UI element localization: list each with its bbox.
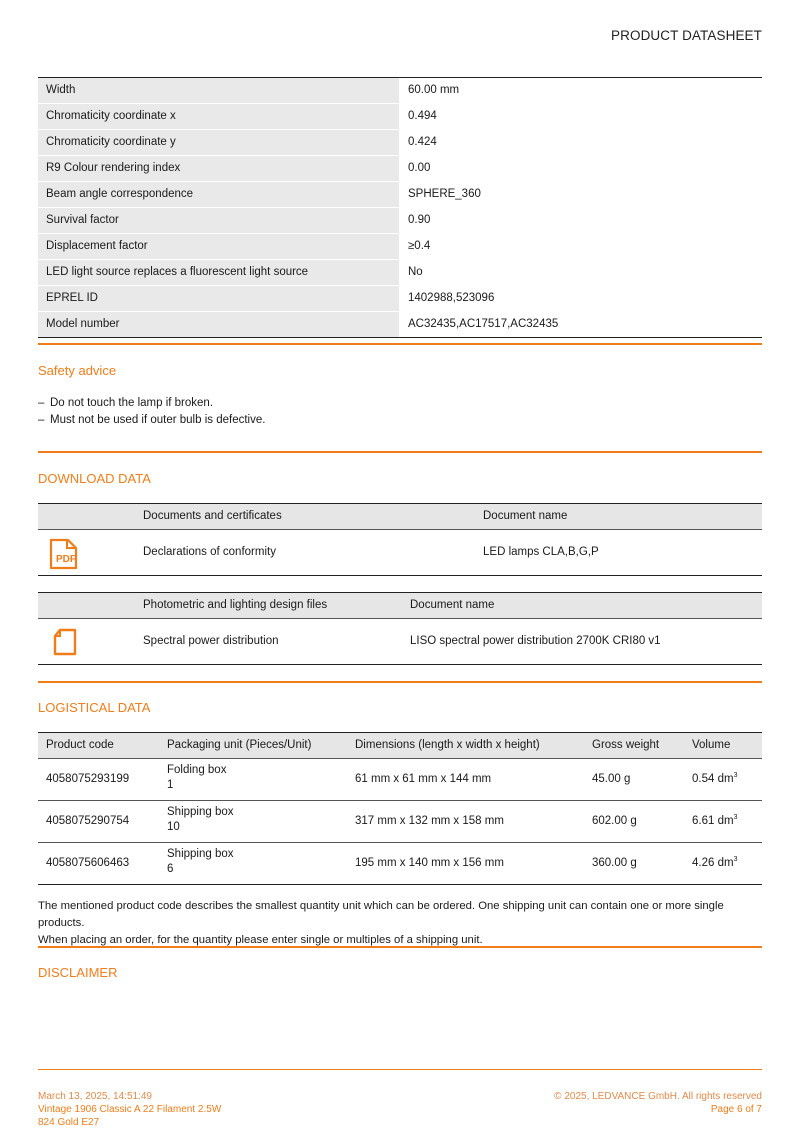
spec-value: 0.494 <box>400 104 762 129</box>
list-dash: – <box>38 397 45 409</box>
logistics-table <box>38 732 762 885</box>
document-name-link[interactable]: LISO spectral power distribution 2700K CRI80 v1 <box>410 635 661 647</box>
volume <box>692 759 737 800</box>
spec-value: 0.90 <box>400 208 762 233</box>
column-header: Product code <box>46 739 114 751</box>
packaging-type: Shipping box <box>167 848 234 860</box>
spec-value: 60.00 mm <box>400 78 762 103</box>
page-header-title: PRODUCT DATASHEET <box>611 28 762 43</box>
section-divider <box>38 451 762 453</box>
volume-value: 6.61 dm <box>692 815 734 827</box>
section-divider <box>38 946 762 948</box>
volume-value: 4.26 dm <box>692 857 734 869</box>
volume-value: 0.54 dm <box>692 773 734 785</box>
documents-table <box>38 503 762 576</box>
spec-row <box>38 311 762 337</box>
product-code: 4058075290754 <box>46 815 130 827</box>
list-item-text: Do not touch the lamp if broken. <box>50 397 214 409</box>
photometric-files-table <box>38 592 762 665</box>
list-item-text: Must not be used if outer bulb is defective. <box>50 414 266 426</box>
footer-left <box>38 1090 221 1129</box>
spec-row <box>38 181 762 207</box>
packaging-unit <box>167 763 226 793</box>
spec-label: Width <box>38 78 400 103</box>
table-header <box>38 503 762 530</box>
gross-weight: 602.00 g <box>592 815 637 827</box>
spec-label: EPREL ID <box>38 286 400 311</box>
table-row <box>38 801 762 843</box>
logistics-note <box>38 898 766 949</box>
spec-row <box>38 103 762 129</box>
table-row <box>38 759 762 801</box>
spec-value: 1402988,523096 <box>400 286 762 311</box>
spec-row <box>38 78 762 103</box>
column-header: Documents and certificates <box>143 510 282 522</box>
note-line: The mentioned product code describes the smallest quantity unit which can be ordered. One shipping unit can contain one or more single products. <box>38 900 724 929</box>
safety-advice-list <box>38 395 265 429</box>
volume-exponent: 3 <box>733 856 738 864</box>
packaging-quantity: 10 <box>167 821 180 833</box>
table-header <box>38 592 762 619</box>
volume <box>692 801 737 842</box>
safety-advice-title: Safety advice <box>38 363 117 378</box>
column-header: Photometric and lighting design files <box>143 599 328 611</box>
logistical-data-title: LOGISTICAL DATA <box>38 700 151 715</box>
spec-label: LED light source replaces a fluorescent light source <box>38 260 400 285</box>
spec-value: ≥0.4 <box>400 234 762 259</box>
table-header <box>38 732 762 759</box>
packaging-quantity: 1 <box>167 779 174 791</box>
footer-product-name: 824 Gold E27 <box>38 1117 100 1128</box>
packaging-type: Shipping box <box>167 806 234 818</box>
document-name-link[interactable]: LED lamps CLA,B,G,P <box>483 546 599 558</box>
column-header: Packaging unit (Pieces/Unit) <box>167 739 312 751</box>
footer-divider <box>38 1069 762 1070</box>
pdf-icon-text: PDF <box>56 554 76 565</box>
volume-exponent: 3 <box>733 772 738 780</box>
spec-row <box>38 207 762 233</box>
list-dash: – <box>38 414 45 426</box>
spec-row <box>38 233 762 259</box>
spec-table <box>38 77 762 338</box>
spec-value: AC32435,AC17517,AC32435 <box>400 312 762 337</box>
spec-value: 0.424 <box>400 130 762 155</box>
column-header: Document name <box>483 510 568 522</box>
column-header: Dimensions (length x width x height) <box>355 739 540 751</box>
spec-row <box>38 259 762 285</box>
spec-label: Displacement factor <box>38 234 400 259</box>
spec-row <box>38 155 762 181</box>
dimensions: 317 mm x 132 mm x 158 mm <box>355 815 504 827</box>
spec-value: SPHERE_360 <box>400 182 762 207</box>
footer-date: March 13, 2025, 14:51:49 <box>38 1091 152 1102</box>
spec-label: Chromaticity coordinate y <box>38 130 400 155</box>
table-row <box>38 843 762 884</box>
volume <box>692 843 737 884</box>
dimensions: 61 mm x 61 mm x 144 mm <box>355 773 492 785</box>
list-item <box>38 412 265 429</box>
section-divider <box>38 681 762 683</box>
document-type: Declarations of conformity <box>143 546 276 558</box>
packaging-quantity: 6 <box>167 863 174 875</box>
dimensions: 195 mm x 140 mm x 156 mm <box>355 857 504 869</box>
footer-product-name: Vintage 1906 Classic A 22 Filament 2.5W <box>38 1104 222 1115</box>
product-code: 4058075606463 <box>46 857 130 869</box>
volume-exponent: 3 <box>733 814 738 822</box>
packaging-type: Folding box <box>167 764 227 776</box>
spec-row <box>38 285 762 311</box>
pdf-file-icon[interactable] <box>48 538 80 573</box>
table-row[interactable] <box>38 530 762 575</box>
packaging-unit <box>167 805 234 835</box>
column-header: Volume <box>692 739 731 751</box>
spec-label: Survival factor <box>38 208 400 233</box>
spec-label: Beam angle correspondence <box>38 182 400 207</box>
spec-value: 0.00 <box>400 156 762 181</box>
spec-label: R9 Colour rendering index <box>38 156 400 181</box>
document-file-icon[interactable] <box>52 628 78 659</box>
spec-label: Model number <box>38 312 400 337</box>
footer-copyright: © 2025, LEDVANCE GmbH. All rights reserved <box>554 1091 762 1102</box>
spec-row <box>38 129 762 155</box>
column-header: Gross weight <box>592 739 660 751</box>
table-row[interactable] <box>38 619 762 664</box>
spec-value: No <box>400 260 762 285</box>
gross-weight: 45.00 g <box>592 773 631 785</box>
download-data-title: DOWNLOAD DATA <box>38 471 151 486</box>
spec-label: Chromaticity coordinate x <box>38 104 400 129</box>
gross-weight: 360.00 g <box>592 857 637 869</box>
note-line: When placing an order, for the quantity please enter single or multiples of a shipping unit. <box>38 934 483 946</box>
product-code: 4058075293199 <box>46 773 130 785</box>
list-item <box>38 395 265 412</box>
page-number: Page 6 of 7 <box>710 1104 762 1115</box>
disclaimer-title: DISCLAIMER <box>38 965 118 980</box>
document-type: Spectral power distribution <box>143 635 279 647</box>
section-divider <box>38 343 762 345</box>
footer-right <box>554 1090 762 1116</box>
column-header: Document name <box>410 599 495 611</box>
packaging-unit <box>167 847 234 877</box>
